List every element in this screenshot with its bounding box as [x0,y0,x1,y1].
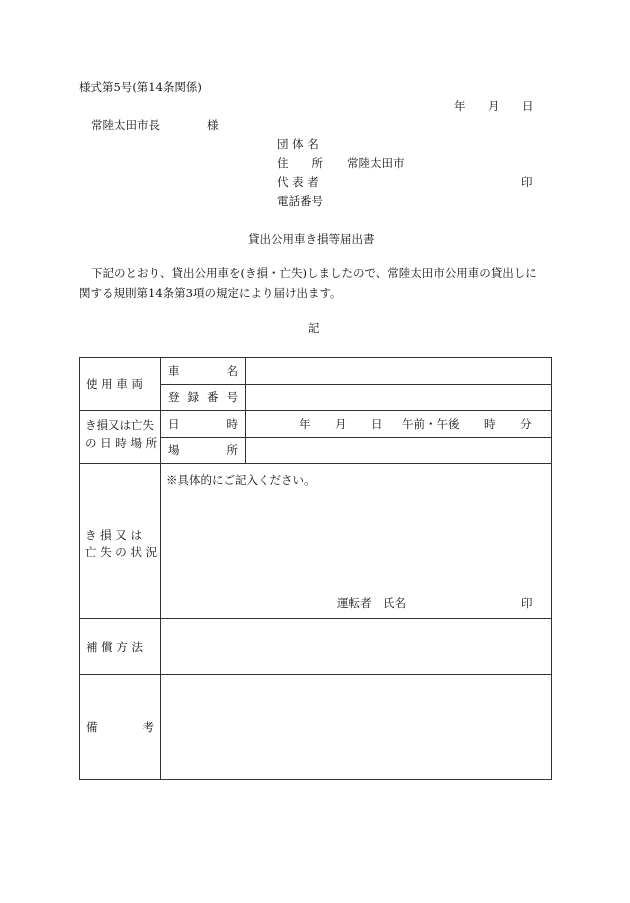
date-year: 年 [454,99,466,113]
date-day: 日 [522,99,534,113]
datetime-minute: 分 [520,417,532,431]
datetime-day: 日 [371,417,383,431]
seal-mark: 印 [521,175,533,189]
datetime-month: 月 [335,417,347,431]
datetime-place-label-line1: き損又は亡失 [85,418,154,432]
status-label-line1: き 損 又 は [85,528,142,542]
address-value: 常陸太田市 [347,156,405,170]
ki-heading: 記 [308,321,320,335]
form-number: 様式第5号(第14条関係) [79,80,202,94]
compensation-label: 補 償 方 法 [86,640,143,654]
datetime-ampm: 午前・午後 [402,417,460,431]
body-text-line1: 下記のとおり、貸出公用車を(き損・亡失)しましたので、常陸太田市公用車の貸出しに [91,266,537,280]
driver-seal: 印 [521,596,533,610]
datetime-place-label-line2: の 日 時 場 所 [85,436,158,450]
address-label: 住 所 [277,156,323,170]
status-note: ※具体的にご記入ください。 [166,473,316,487]
group-name-label: 団 体 名 [277,137,319,151]
driver-name-label: 運転者 氏名 [337,596,406,610]
car-name-label: 車 名 [168,364,238,378]
addressee-honorific: 様 [207,118,219,132]
place-label: 場 所 [168,443,238,457]
registration-number-label: 登 録 番 号 [168,390,238,404]
representative-label: 代 表 者 [277,175,319,189]
remarks-label: 備 考 [86,720,154,734]
status-label-line2: 亡 失 の 状 況 [85,545,158,559]
addressee-name: 常陸太田市長 [91,118,160,132]
body-text-line2: 関する規則第14条第3項の規定により届け出ます。 [79,286,342,300]
datetime-year: 年 [299,417,311,431]
vehicle-label: 使 用 車 両 [86,377,143,391]
datetime-hour: 時 [484,417,496,431]
document-title: 貸出公用車き損等届出書 [248,232,375,246]
date-month: 月 [488,99,500,113]
phone-label: 電話番号 [277,194,323,208]
datetime-label: 日 時 [168,417,238,431]
